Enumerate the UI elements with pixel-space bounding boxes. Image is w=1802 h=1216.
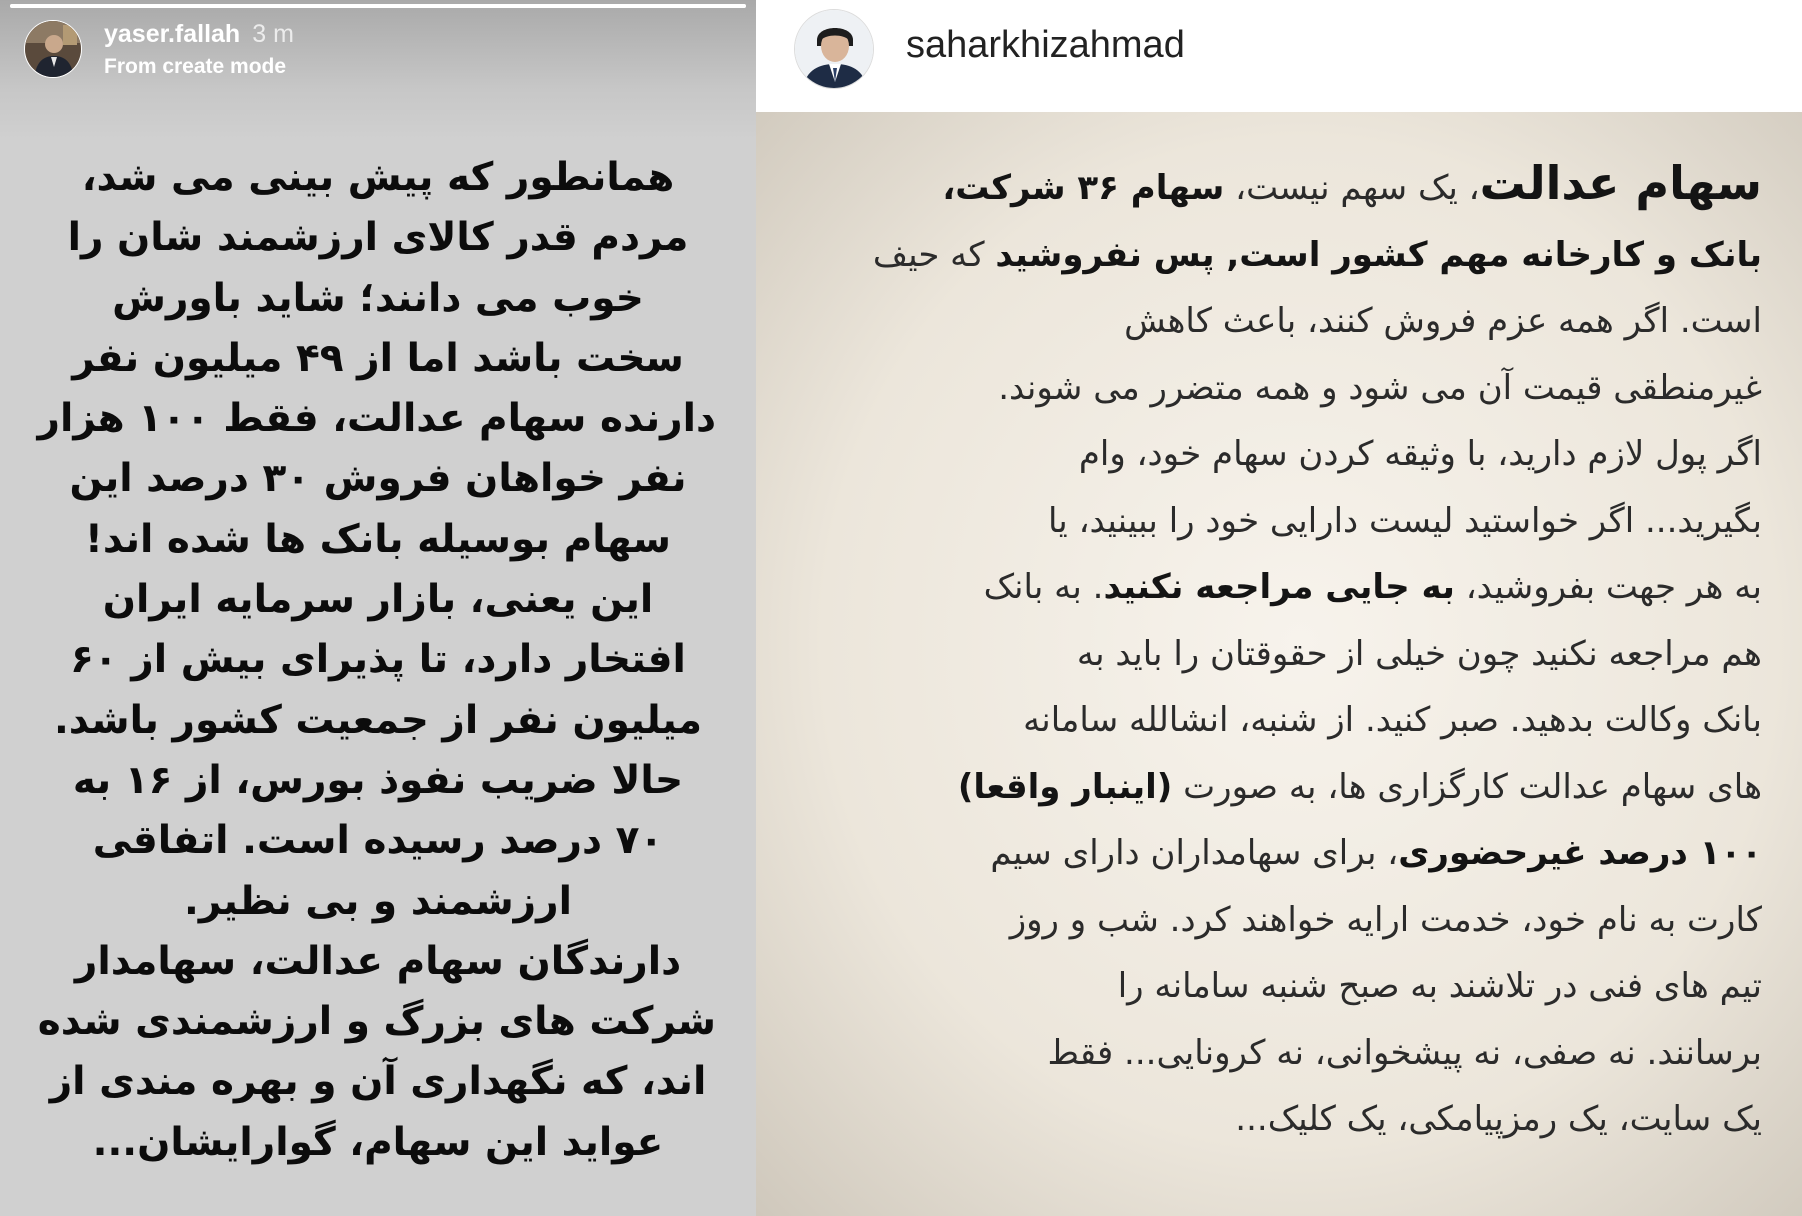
post-image-text <box>800 150 1762 1153</box>
story-text <box>37 148 716 1173</box>
story-line: دارنده سهام عدالت، فقط ۱۰۰ هزار <box>37 396 716 442</box>
story-line: خوب می دانند؛ شاید باورش <box>112 275 644 321</box>
post-line <box>800 554 1762 621</box>
post-headline-bold: سهام عدالت <box>1479 156 1762 210</box>
post-bold-text: بانک و کارخانه مهم کشور است, پس نفروشید <box>995 234 1762 275</box>
post-line-text: ، یک سهم نیست، <box>1224 168 1480 208</box>
post-line: غیرمنطقی قیمت آن می شود و همه متضرر می شوند. <box>998 367 1762 408</box>
post-line: یک سایت، یک رمزپیامکی، یک کلیک... <box>1235 1099 1762 1139</box>
story-line: همانطور که پیش بینی می شد، <box>81 155 675 200</box>
story-line: سهام بوسیله بانک ها شده اند! <box>85 516 671 562</box>
story-avatar[interactable] <box>24 20 82 78</box>
story-line: این یعنی، بازار سرمایه ایران <box>102 577 654 623</box>
post-bold-text: سهام ۳۶ شرکت، <box>942 168 1225 208</box>
story-subtitle: From create mode <box>104 55 287 78</box>
story-line: مردم قدر کالای ارزشمند شان را <box>67 215 689 261</box>
post-line <box>800 820 1762 887</box>
post-line-text: به هر جهت بفروشید، <box>1454 567 1762 607</box>
avatar-photo-icon <box>795 10 874 89</box>
post-line-text: ، برای سهامداران دارای سیم <box>990 833 1399 873</box>
post-line: برسانند. نه صفی، نه پیشخوانی، نه کرونایی... فقط <box>1047 1032 1762 1073</box>
story-line: عواید این سهام، گوارایشان... <box>92 1119 664 1165</box>
post-line-text: های سهام عدالت کارگزاری ها، به صورت <box>1172 766 1762 807</box>
post-line: کارت به نام خود، خدمت ارایه خواهند کرد. شب و روز <box>1009 899 1762 940</box>
story-line: نفر خواهان فروش ۳۰ درصد این <box>69 456 687 502</box>
post-line <box>800 754 1762 821</box>
post-line <box>800 222 1762 289</box>
avatar-photo-icon <box>25 21 82 78</box>
story-line: دارندگان سهام عدالت، سهامدار <box>74 938 682 984</box>
story-line: ۷۰ درصد رسیده است. اتفاقی <box>92 818 664 864</box>
story-panel <box>0 0 756 1216</box>
story-username[interactable]: yaser.fallah <box>104 20 241 48</box>
post-avatar[interactable] <box>794 9 874 89</box>
story-line: شرکت های بزرگ و ارزشمندی شده <box>37 999 716 1045</box>
post-username[interactable]: saharkhizahmad <box>906 24 1185 66</box>
post-line <box>800 150 1762 222</box>
post-bold-text: به جایی مراجعه نکنید <box>1103 567 1455 607</box>
post-line: بانک وکالت بدهید. صبر کنید. از شنبه، انشالله سامانه <box>1023 700 1762 740</box>
story-line: میلیون نفر از جمعیت کشور باشد. <box>53 697 703 743</box>
post-line: بگیرید... اگر خواستید لیست دارایی خود را ببینید، یا <box>1047 500 1762 541</box>
post-header <box>756 0 1802 112</box>
post-line: هم مراجعه نکنید چون خیلی از حقوقتان را باید به <box>1076 633 1762 674</box>
story-progress-fill <box>10 4 746 8</box>
story-line: حالا ضریب نفوذ بورس، از ۱۶ به <box>72 757 684 803</box>
post-bold-text: ۱۰۰ درصد غیرحضوری <box>1398 833 1762 873</box>
post-line: اگر پول لازم دارید، با وثیقه کردن سهام خود، وام <box>1078 434 1762 474</box>
story-time: 3 m <box>252 20 294 48</box>
post-line: تیم های فنی در تلاشند به صبح شنبه سامانه را <box>1117 966 1762 1006</box>
story-progress-bar <box>10 4 746 8</box>
story-line: سخت باشد اما از ۴۹ میلیون نفر <box>72 335 684 381</box>
story-username-row <box>104 20 294 49</box>
post-bold-text: (اینبار واقعا) <box>957 766 1173 807</box>
story-line: اند، که نگهداری آن و بهره مندی از <box>49 1059 707 1105</box>
post-line: است. اگر همه عزم فروش کنند، باعث کاهش <box>1124 301 1762 341</box>
story-line: ارزشمند و بی نظیر. <box>184 878 572 924</box>
post-panel <box>756 0 1802 1216</box>
story-line: افتخار دارد، تا پذیرای بیش از ۶۰ <box>70 637 686 683</box>
post-line-text: که حیف <box>872 234 996 275</box>
post-line-text: . به بانک <box>983 567 1104 607</box>
